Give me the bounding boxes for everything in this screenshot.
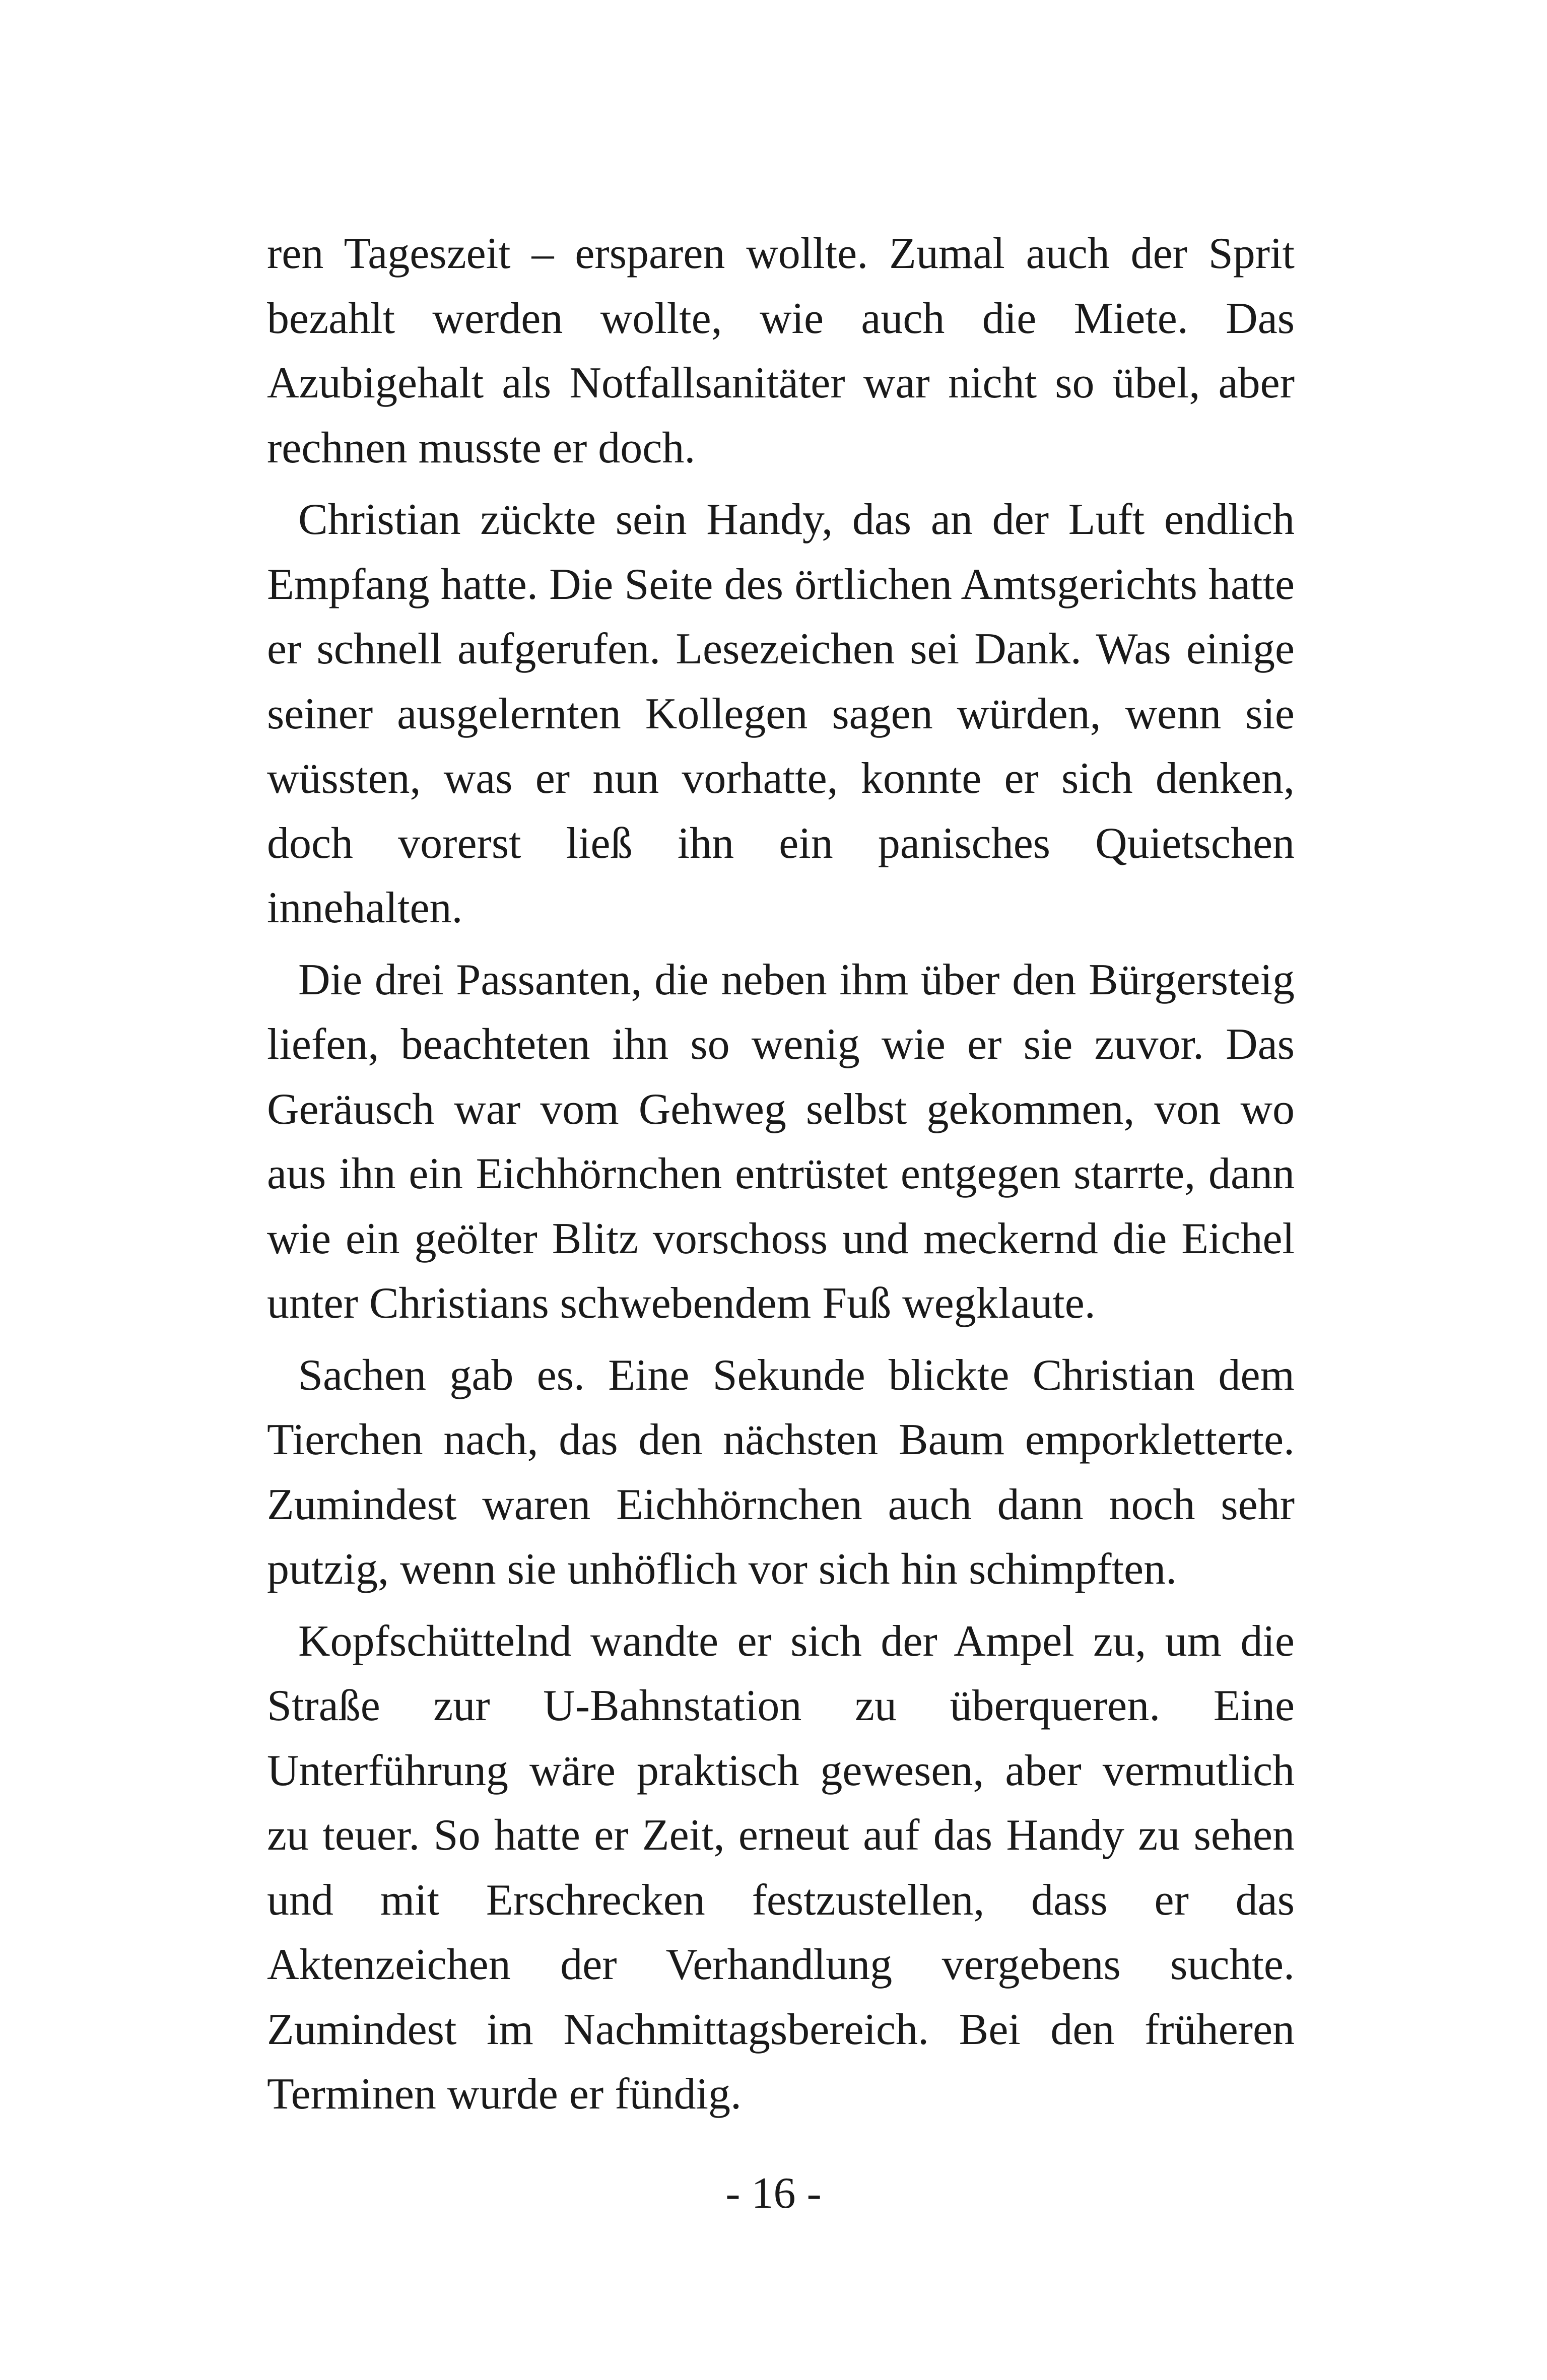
paragraph: Die drei Passanten, die neben ihm über den Bürgersteig liefen, beachteten ihn so wenig wie er sie zuvor. Das Geräusch war vom Gehweg selbst gekommen, von wo aus ihn ein Eichhörnchen entrüstet entgegen starrte, dann wie ein geölter Blitz vorschoss und meckernd die Eichel unter Christians schwebendem Fuß wegklaute. xyxy=(267,955,1295,1328)
page-number: - 16 - xyxy=(725,2169,822,2218)
paragraph: Kopfschüttelnd wandte er sich der Ampel zu, um die Straße zur U-Bahnstation zu überqueren. Eine Unterführung wäre praktisch gewesen, aber vermutlich zu teuer. So hatte er Zeit, erneut auf das Handy zu sehen und mit Erschrecken festzustellen, dass er das Aktenzeichen der Verhandlung vergebens suchte. Zumindest im Nachmittagsbereich. Bei den früheren Terminen wurde er fündig. xyxy=(267,1616,1295,2119)
paragraph: Sachen gab es. Eine Sekunde blickte Christian dem Tierchen nach, das den nächsten Baum emporkletterte. Zumindest waren Eichhörnchen auch dann noch sehr putzig, wenn sie unhöflich vor sich hin schimpften. xyxy=(267,1350,1295,1594)
body-text xyxy=(267,222,1295,2134)
paragraph: ren Tageszeit – ersparen wollte. Zumal auch der Sprit bezahlt werden wollte, wie auch die Miete. Das Azubigehalt als Notfallsanitäter war nicht so übel, aber rechnen musste er doch. xyxy=(267,229,1295,472)
paragraph: Christian zückte sein Handy, das an der Luft endlich Empfang hatte. Die Seite des örtlichen Amtsgerichts hatte er schnell aufgerufen. Lesezeichen sei Dank. Was einige seiner ausgelernten Kollegen sagen würden, wenn sie wüssten, was er nun vorhatte, konnte er sich denken, doch vorerst ließ ihn ein panisches Quietschen innehalten. xyxy=(267,495,1295,932)
